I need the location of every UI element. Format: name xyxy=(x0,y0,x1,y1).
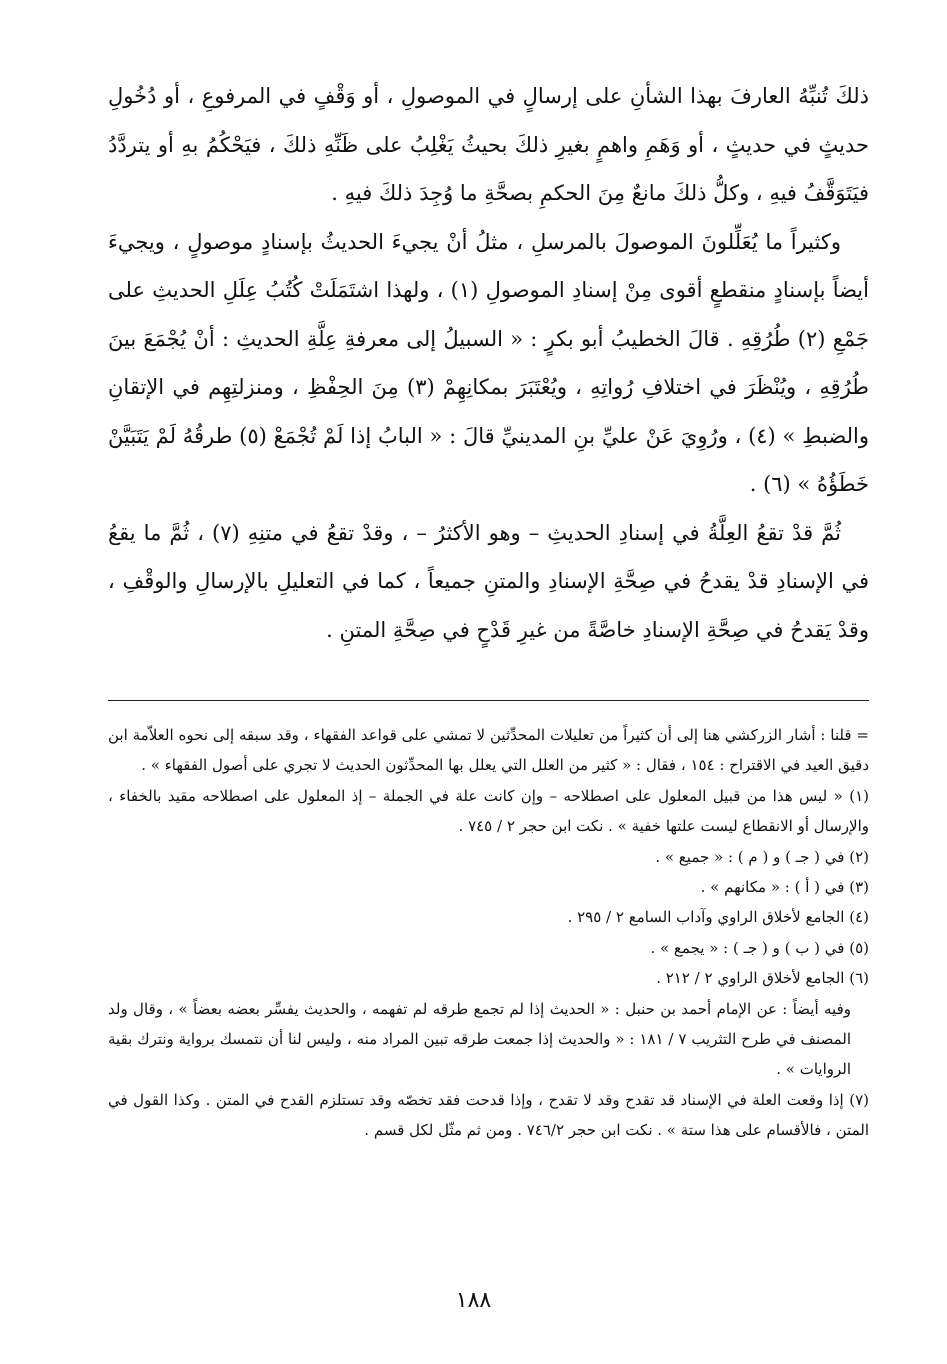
paragraph-2: وكثيراً ما يُعَلِّلونَ الموصولَ بالمرسلِ ، مثلُ أنْ يجيءَ الحديثُ بإسنادٍ موصولٍ ، ويجيءَ أيضاً بإسنادٍ منقطعٍ أقوى مِنْ إسنادِ الموصولِ (١) ، ولهذا اشتَمَلَتْ كُتُبُ عِلَلِ الحديثِ على جَمْعِ (٢) طُرُقِهِ . قالَ الخطيبُ أبو بكرٍ : « السبيلُ إلى معرفةِ عِلَّةِ الحديثِ : أنْ يُجْمَعَ بينَ طُرُقِهِ ، ويُنْظَرَ في اختلافِ رُواتِهِ ، ويُعْتَبَرَ بمكانِهِمْ (٣) مِنَ الحِفْظِ ، ومنزلتِهِم في الإتقانِ والضبطِ » (٤) ، ورُوِيَ عَنْ عليِّ بنِ المدينيِّ قالَ : « البابُ إذا لَمْ تُجْمَعْ (٥) طرقُهُ لَمْ يَتَبَيَّنْ خَطَؤُهُ » (٦) . xyxy=(108,229,869,496)
footnotes xyxy=(108,720,869,1146)
footnote-continuation: = قلنا : أشار الزركشي هنا إلى أن كثيراً من تعليلات المحدِّثين لا تمشي على قواعد الفقهاء ، وقد سبقه إلى نحوه العلاّمة ابن دقيق العيد في الاقتراح : ١٥٤ ، فقال : « كثير من العلل التي يعلل بها المحدِّثون الحديث لا تجري على أصول الفقهاء » . xyxy=(108,726,869,775)
paragraph-3: ثُمَّ قدْ تقعُ العِلَّةُ في إسنادِ الحديثِ – وهو الأكثرُ – ، وقدْ تقعُ في متنِهِ (٧) ، ثُمَّ ما يقعُ في الإسنادِ قدْ يقدحُ في صِحَّةِ الإسنادِ والمتنِ جميعاً ، كما في التعليلِ بالإرسالِ والوقْفِ ، وقدْ يَقدحُ في صِحَّةِ الإسنادِ خاصَّةً من غيرِ قَدْحٍ في صِحَّةِ المتنِ . xyxy=(108,520,869,642)
main-text xyxy=(108,72,869,654)
footnote-6: (٦) الجامع لأخلاق الراوي ٢ / ٢١٢ . xyxy=(656,969,869,988)
page-number: ١٨٨ xyxy=(455,1288,492,1313)
footnote-3: (٣) في ( أ ) : « مكانهم » . xyxy=(700,878,869,897)
footnote-1: (١) « ليس هذا من قبيل المعلول على اصطلاحه – وإن كانت علة في الجملة – إذ المعلول على اصطلاحه مقيد بالخفاء ، والإرسال أو الانقطاع ليست علتها خفية » . نكت ابن حجر ٢ / ٧٤٥ . xyxy=(108,786,869,836)
footnote-separator xyxy=(108,700,869,701)
paragraph-1: ذلكَ تُنبِّهُ العارفَ بهذا الشأنِ على إرسالٍ في الموصولِ ، أو وَقْفٍ في المرفوعِ ، أو دُخُولِ حديثٍ في حديثٍ ، أو وَهَمِ واهمٍ بغيرِ ذلكَ بحيثُ يَغْلِبُ على ظَنِّهِ ذلكَ ، فيَحْكُمُ بهِ أو يتردَّدُ فيَتَوَقَّفُ فيهِ ، وكلُّ ذلكَ مانعٌ مِنَ الحكمِ بصحَّةِ ما وُجِدَ ذلكَ فيهِ . xyxy=(108,84,869,205)
footnote-7: (٧) إذا وقعت العلة في الإسناد قد تقدح وقد لا تقدح ، وإذا قدحت فقد تخصّه وقد تستلزم القدح في المتن . وكذا القول في المتن ، فالأقسام على هذا ستة » . نكت ابن حجر ٧٤٦/٢ . ومن ثم مثّل لكل قسم . xyxy=(108,1090,869,1140)
footnote-6-addendum: وفيه أيضاً : عن الإمام أحمد بن حنبل : « الحديث إذا لم تجمع طرقه لم تفهمه ، والحديث يفسِّر بعضه بعضاً » ، وقال ولد المصنف في طرح التثريب ٧ / ١٨١ : « والحديث إذا جمعت طرقه تبين المراد منه ، وليس لنا أن نتمسك برواية ونترك بقية الروايات » . xyxy=(108,999,851,1079)
footnote-4: (٤) الجامع لأخلاق الراوي وآداب السامع ٢ / ٢٩٥ . xyxy=(567,908,869,927)
footnote-5: (٥) في ( ب ) و ( جـ ) : « يجمع » . xyxy=(650,938,869,957)
footnote-2: (٢) في ( جـ ) و ( م ) : « جميع » . xyxy=(655,847,869,866)
